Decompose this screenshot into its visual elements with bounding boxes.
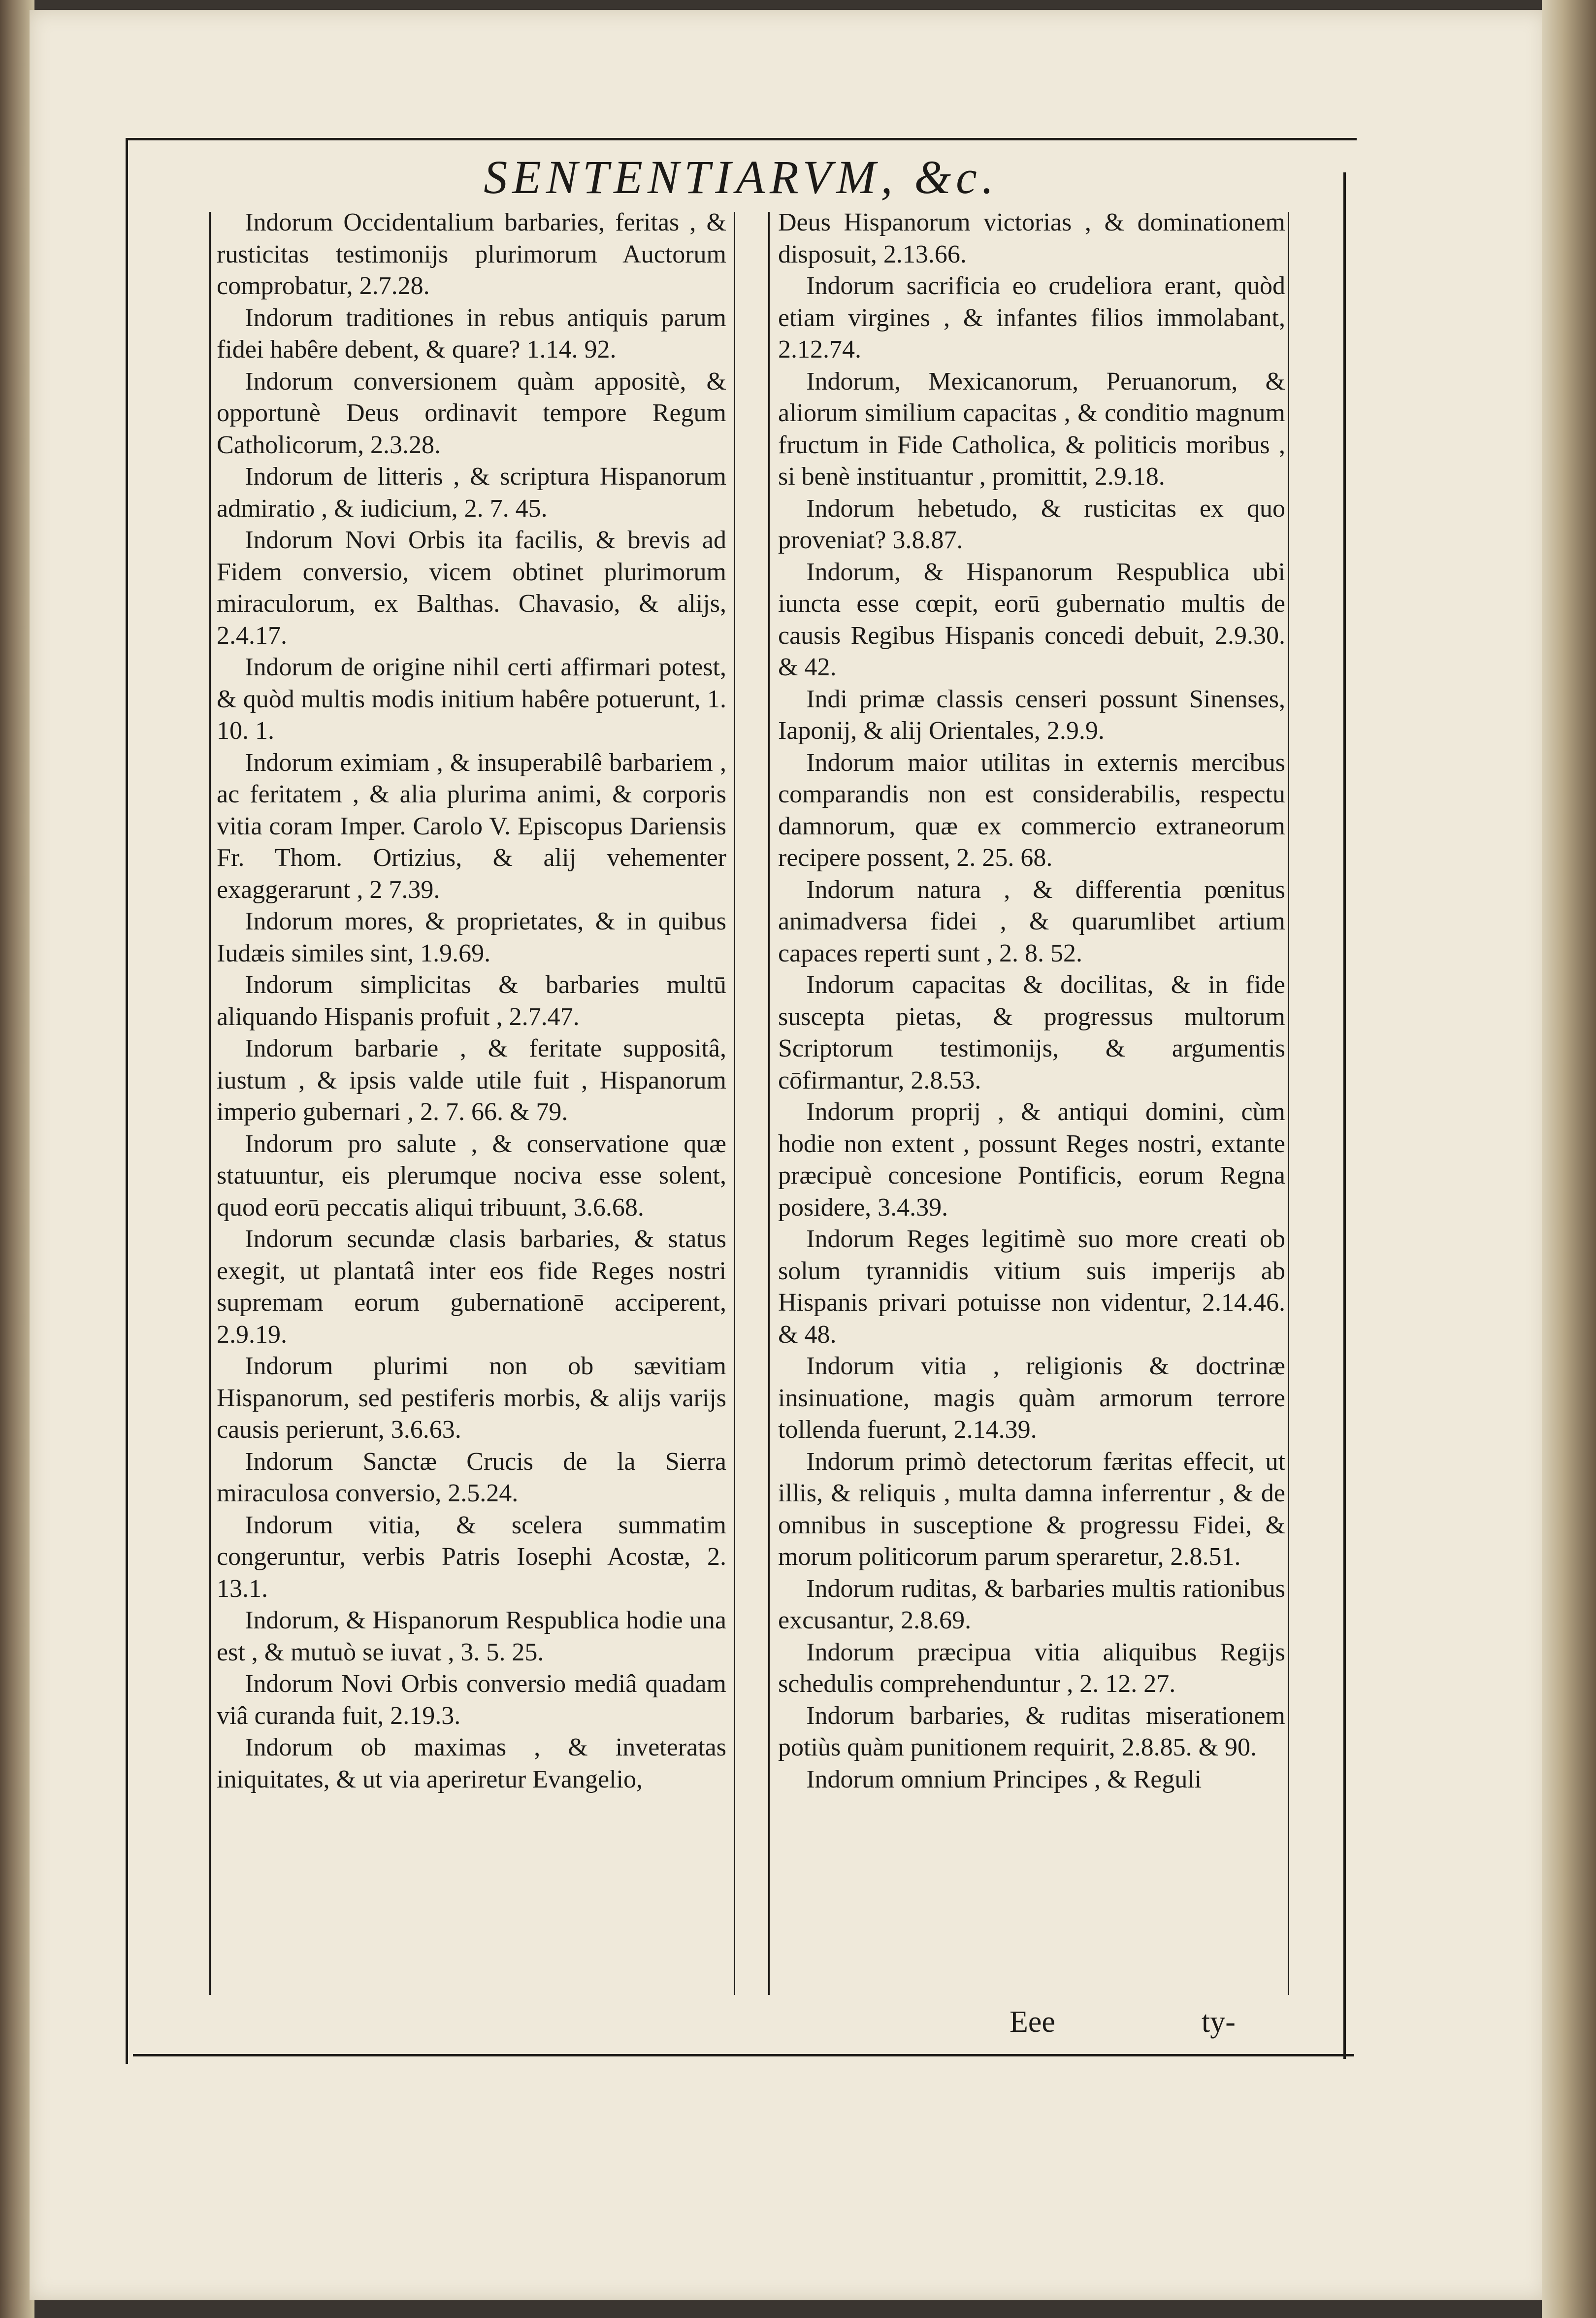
- page-stack-edge: [1542, 0, 1596, 2318]
- index-entry: Indorum, & Hispanorum Respublica hodie una est , & mutuò se iuvat , 3. 5. 25.: [217, 1606, 726, 1666]
- bottom-rule: [133, 2054, 1354, 2056]
- index-entry: Indorum mores, & proprietates, & in quibus Iudæis similes sint, 1.9.69.: [217, 907, 726, 967]
- index-entry: Indorum omnium Principes , & Reguli: [806, 1765, 1202, 1793]
- index-entry: Indorum Sanctæ Crucis de la Sierra miraculosa conversio, 2.5.24.: [217, 1447, 726, 1507]
- index-entry: Indorum Novi Orbis conversio mediâ quadam viâ curanda fuit, 2.19.3.: [217, 1670, 726, 1730]
- index-entry: Indorum ruditas, & barbaries multis rationibus excusantur, 2.8.69.: [778, 1574, 1285, 1634]
- index-column-left: [217, 207, 726, 2000]
- signature-mark: Eee: [1010, 2005, 1055, 2039]
- index-entry: Indorum conversionem quàm appositè, & opportunè Deus ordinavit tempore Regum Catholicorum, 2.3.28.: [217, 367, 726, 459]
- frame-right-rule: [1343, 172, 1346, 2059]
- index-entry: Indorum sacrificia eo crudeliora erant, quòd etiam virgines , & infantes filios immolabant, 2.12.74.: [778, 272, 1285, 364]
- index-entry: Indorum traditiones in rebus antiquis parum fidei habêre debent, & quare? 1.14. 92.: [217, 303, 726, 364]
- index-entry: Indorum hebetudo, & rusticitas ex quo proveniat? 3.8.87.: [778, 494, 1285, 554]
- index-entry: Indorum eximiam , & insuperabilê barbariem , ac feritatem , & alia plurima animi, & corporis vitia coram Imper. Carolo V. Episcopus Dariensis Fr. Thom. Ortizius, & alij vehementer exaggerarunt , 2 7.39.: [217, 748, 726, 904]
- index-entry: Indorum vitia , religionis & doctrinæ insinuatione, magis quàm armorum terrore tollenda fuerunt, 2.14.39.: [778, 1352, 1285, 1444]
- index-entry: Indorum proprij , & antiqui domini, cùm hodie non extent , possunt Reges nostri, extante præcipuè concesione Pontificis, eorum Regna posidere, 3.4.39.: [778, 1098, 1285, 1222]
- index-entry: Indorum maior utilitas in externis mercibus comparandis non est considerabilis, respectu damnorum, quæ ex commercio extraneorum recipere possent, 2. 25. 68.: [778, 748, 1285, 872]
- index-entry-continued: Deus Hispanorum victorias , & dominationem disposuit, 2.13.66.: [778, 208, 1285, 268]
- index-entry: Indorum Reges legitimè suo more creati ob solum tyrannidis vitium suis imperijs ab Hispanis privari potuisse non videntur, 2.14.46. & 48.: [778, 1225, 1285, 1349]
- index-entry: Indorum Occidentalium barbaries, feritas , & rusticitas testimonijs plurimorum Auctorum comprobatur, 2.7.28.: [217, 208, 726, 300]
- index-entry: Indorum barbarie , & feritate suppositâ, iustum , & ipsis valde utile fuit , Hispanorum imperio gubernari , 2. 7. 66. & 79.: [217, 1034, 726, 1126]
- index-entry: Indorum secundæ clasis barbaries, & status exegit, ut plantatâ inter eos fide Reges nostri supremam eorum gubernationē acciperent, 2.9.19.: [217, 1225, 726, 1349]
- index-entry: Indorum plurimi non ob sævitiam Hispanorum, sed pestiferis morbis, & alijs varijs causis perierunt, 3.6.63.: [217, 1352, 726, 1444]
- index-entry: Indorum præcipua vitia aliquibus Regijs schedulis comprehenduntur , 2. 12. 27.: [778, 1638, 1285, 1698]
- index-entry: Indorum primò detectorum færitas effecit, ut illis, & reliquis , multa damna inferrentur , & de omnibus in susceptione & progressu Fidei, & morum politicorum parum speraretur, 2.8.51.: [778, 1447, 1285, 1571]
- index-entry: Indorum ob maximas , & inveteratas iniquitates, & ut via aperiretur Evangelio,: [217, 1733, 726, 1793]
- index-entry: Indorum pro salute , & conservatione quæ statuuntur, eis plerumque nociva esse solent, quod eorū peccatis aliqui tribuunt, 3.6.68.: [217, 1129, 726, 1222]
- index-entry: Indorum simplicitas & barbaries multū aliquando Hispanis profuit , 2.7.47.: [217, 971, 726, 1031]
- index-entry: Indorum Novi Orbis ita facilis, & brevis ad Fidem conversio, vicem obtinet plurimorum miraculorum, ex Balthas. Chavasio, & alijs, 2.4.17.: [217, 526, 726, 650]
- column-rule-left: [209, 212, 211, 1995]
- index-entry: Indorum vitia, & scelera summatim congeruntur, verbis Patris Iosephi Acostæ, 2. 13.1.: [217, 1511, 726, 1603]
- index-entry: Indorum capacitas & docilitas, & in fide suscepta pietas, & progressus multorum Scriptorum testimonijs, & argumentis cōfirmantur, 2.8.53.: [778, 971, 1285, 1094]
- index-entry: Indorum natura , & differentia pœnitus animadversa fidei , & quarumlibet artium capaces reperti sunt , 2. 8. 52.: [778, 875, 1285, 967]
- column-rule-right: [1288, 212, 1289, 1995]
- index-entry: Indorum, & Hispanorum Respublica ubi iuncta esse cœpit, eorū gubernatio multis de causis Regibus Hispanis concedi debuit, 2.9.30. & 42.: [778, 558, 1285, 681]
- catchword: ty-: [1202, 2005, 1236, 2039]
- index-entry: Indi primæ classis censeri possunt Sinenses, Iaponij, & alij Orientales, 2.9.9.: [778, 685, 1285, 745]
- index-column-right: [778, 207, 1285, 2000]
- running-head: SENTENTIARVM, &c.: [484, 151, 999, 203]
- index-entry: Indorum de litteris , & scriptura Hispanorum admiratio , & iudicium, 2. 7. 45.: [217, 463, 726, 523]
- index-entry: Indorum barbaries, & ruditas miserationem potiùs quàm punitionem requirit, 2.8.85. & 90.: [778, 1701, 1285, 1761]
- index-entry: Indorum de origine nihil certi affirmari potest, & quòd multis modis initium habêre potuerunt, 1. 10. 1.: [217, 653, 726, 745]
- index-entry: Indorum, Mexicanorum, Peruanorum, & aliorum similium capacitas , & conditio magnum fructum in Fide Catholica, & politicis moribus , si benè instituantur , promittit, 2.9.18.: [778, 367, 1285, 491]
- column-rule-center-left: [734, 212, 735, 1995]
- column-rule-center-right: [768, 212, 770, 1995]
